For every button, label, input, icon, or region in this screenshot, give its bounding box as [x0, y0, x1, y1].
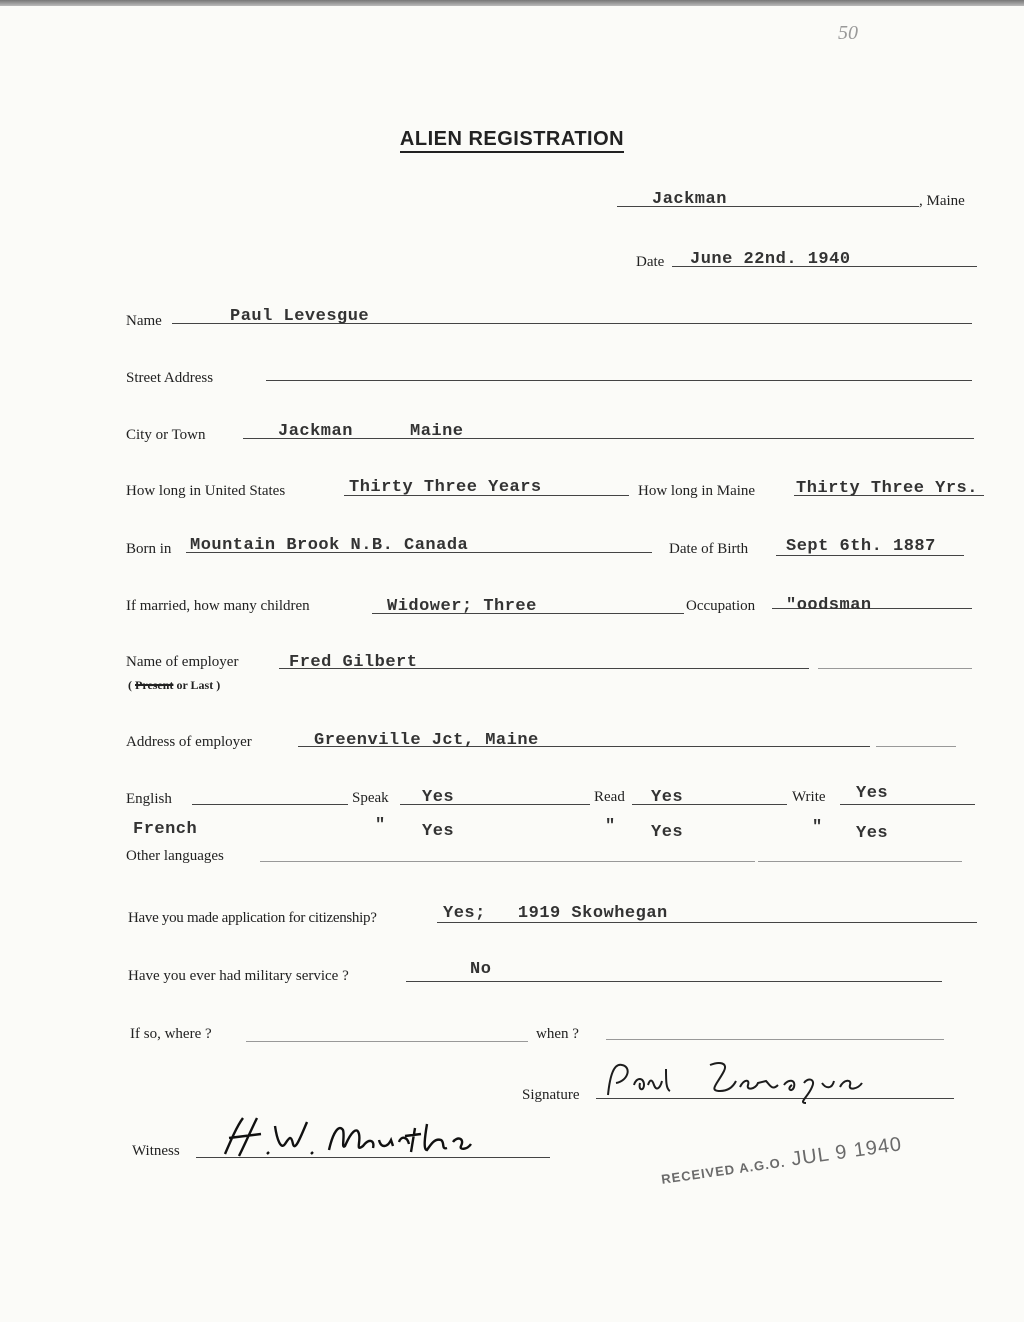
- name-label: Name: [126, 313, 162, 329]
- employer-line-tail: [818, 668, 972, 669]
- english-speak-value: Yes: [422, 788, 455, 807]
- french-speak-value: Yes: [422, 822, 455, 841]
- other-languages-line-tail: [758, 861, 962, 862]
- when-label: when ?: [536, 1026, 579, 1042]
- date-value: June 22nd. 1940: [690, 250, 851, 269]
- form-title: ALIEN REGISTRATION: [0, 128, 1024, 151]
- when-line: [606, 1039, 944, 1040]
- french-write-ditto: ": [812, 818, 823, 837]
- if-so-line: [246, 1041, 528, 1042]
- children-label: If married, how many children: [126, 598, 310, 614]
- date-label: Date: [636, 254, 665, 270]
- struck-present: Present: [135, 678, 174, 692]
- born-in-label: Born in: [126, 541, 172, 557]
- place-value: Jackman: [652, 190, 727, 209]
- state-value: Maine: [410, 422, 464, 441]
- signature-image: [600, 1055, 900, 1105]
- employer-subnote: ( Present or Last ): [128, 678, 221, 692]
- citizenship-value: Yes; 1919 Skowhegan: [443, 904, 668, 923]
- employer-value: Fred Gilbert: [289, 653, 418, 672]
- city-value: Jackman: [278, 422, 353, 441]
- children-value: Widower; Three: [387, 597, 537, 616]
- occupation-label: Occupation: [686, 598, 756, 614]
- scan-edge: [0, 0, 1024, 6]
- witness-signature-image: [205, 1110, 495, 1162]
- military-line: [406, 981, 942, 982]
- other-languages-label: Other languages: [126, 848, 224, 864]
- corner-mark: 50: [838, 22, 858, 44]
- occupation-value: "oodsman: [786, 596, 872, 615]
- military-value: No: [470, 960, 492, 979]
- french-label: French: [133, 820, 198, 839]
- city-label: City or Town: [126, 427, 206, 443]
- how-long-us-label: How long in United States: [126, 483, 286, 499]
- french-read-ditto: ": [605, 817, 616, 836]
- employer-label: Name of employer: [126, 654, 239, 670]
- english-line: [192, 804, 348, 805]
- employer-address-value: Greenville Jct, Maine: [314, 731, 539, 750]
- citizenship-label: Have you made application for citizenship?: [128, 910, 377, 926]
- witness-label: Witness: [132, 1143, 180, 1159]
- street-label: Street Address: [126, 370, 214, 386]
- received-stamp: RECEIVED A.G.O. JUL 9 1940: [660, 1133, 904, 1187]
- dob-label: Date of Birth: [669, 541, 749, 557]
- place-state: , Maine: [919, 193, 965, 209]
- street-line: [266, 380, 972, 381]
- if-so-label: If so, where ?: [130, 1026, 212, 1042]
- employer-address-line-tail: [876, 746, 956, 747]
- english-write-value: Yes: [856, 784, 889, 803]
- how-long-maine-label: How long in Maine: [638, 483, 756, 499]
- born-in-value: Mountain Brook N.B. Canada: [190, 536, 469, 555]
- french-speak-ditto: ": [375, 816, 386, 835]
- signature-label: Signature: [522, 1087, 580, 1103]
- military-label: Have you ever had military service ?: [128, 968, 349, 984]
- employer-address-label: Address of employer: [126, 734, 252, 750]
- french-read-value: Yes: [651, 823, 684, 842]
- read-label: Read: [594, 789, 625, 805]
- speak-label: Speak: [352, 790, 389, 806]
- name-value: Paul Levesgue: [230, 307, 370, 326]
- english-read-value: Yes: [651, 788, 684, 807]
- write-line: [840, 804, 975, 805]
- write-label: Write: [792, 789, 826, 805]
- dob-value: Sept 6th. 1887: [786, 537, 936, 556]
- how-long-us-value: Thirty Three Years: [349, 478, 542, 497]
- other-languages-line: [260, 861, 755, 862]
- how-long-maine-value: Thirty Three Yrs.: [796, 479, 978, 498]
- french-write-value: Yes: [856, 824, 889, 843]
- english-label: English: [126, 791, 172, 807]
